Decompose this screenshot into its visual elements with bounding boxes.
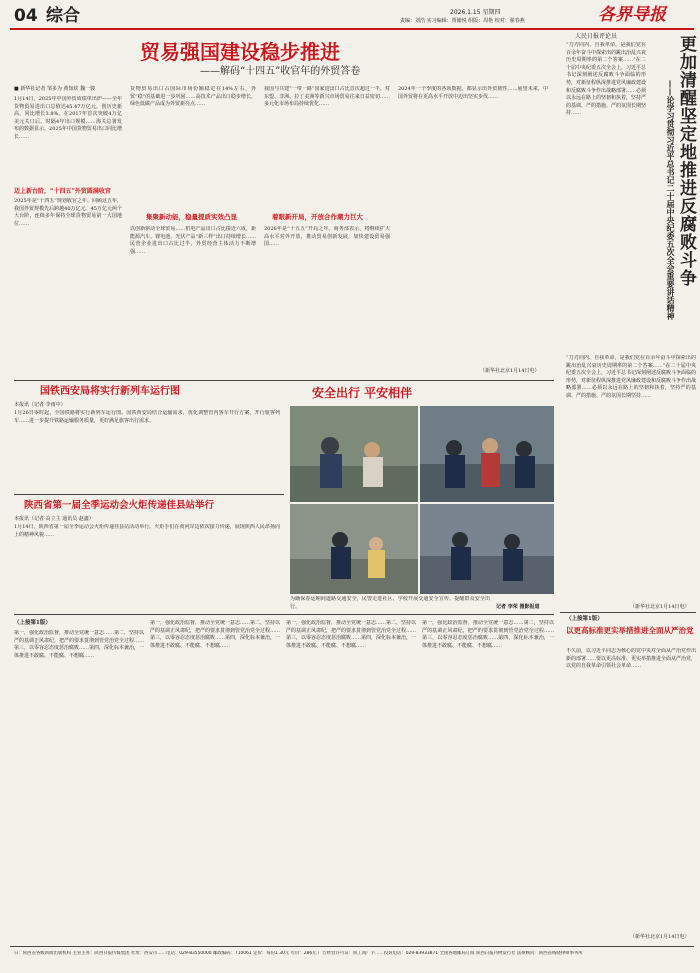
- bottom-right-kicker: （上接第1版）: [566, 616, 603, 622]
- lead-col3: 我国与共建“一带一路”国家进出口占比首次超过一半，对东盟、非洲、拉丁美洲等新兴市场贸易往来日益密切……多元化市场布局持续优化……: [264, 86, 390, 108]
- lead-subhead-1: 迈上新台阶，“十四五”外贸圆满收官: [14, 188, 111, 195]
- photo-top-right: [420, 406, 554, 502]
- issue-line: 责编：刘浩 实习编辑：贾储悦 组版：周艳 校对：翟春燕: [400, 18, 525, 24]
- photo-caption: 为确保春运期间道路交通安全，民警走进社区、学校开展交通安全宣传，提醒群众安全出行。: [290, 596, 490, 610]
- news1-title: 国铁西安局将实行新列车运行图: [40, 386, 180, 397]
- bottom-left-body-col4: 第一，强化政治监督，推动全党统一意志……第二，坚持以严的基调正风肃纪，把严的要求贯彻到管党治党全过程……第三，以零容忍态度惩治腐败……第四，深化标本兼治，一体推进不敢腐、不能腐、不想腐……: [422, 620, 554, 649]
- news2-title: 陕西省第一届全季运动会火炬传递佳县站举行: [24, 500, 215, 511]
- news2-top-rule: [14, 494, 284, 495]
- lead-col4: 2024年一个季度的各项数据，都显示出外贸韧性……展望未来，中国外贸将在更高水平开放中迈出坚实步伐……: [398, 86, 548, 100]
- bottom-left-body-col3: 第一，强化政治监督，推动全党统一意志……第二，坚持以严的基调正风肃纪，把严的要求贯彻到管党治党全过程……第三，以零容忍态度惩治腐败……第四，深化标本兼治，一体推进不敢腐、不能腐、不想腐……: [286, 620, 416, 649]
- photo-scene: [290, 406, 418, 502]
- editorial-source: （新华社北京1月14日电）: [630, 604, 690, 610]
- news1-body: 1月26日零时起，全国铁路将实行新列车运行图。国铁西安局结合运输需求，优化调整管内客车开行方案，开行旅客列车……进一步提升铁路运输服务质量，更好满足旅客出行需求。: [14, 410, 280, 424]
- photo-scene: [420, 406, 554, 502]
- footer-text: 日：陕西省各级新闻出版机构 主管主办：陕西日报传媒集团 社址：西安市……电话：029-83550000 邮政编码：710061 定价：每份1.30元 年价：286元 广告经营许可证：陕工商广字……投诉电话：029-83933871 全国各地邮局订阅 陕西日报刊物发行社 法律顾问：陕西省杨晓律师事务所: [14, 951, 583, 956]
- bottom-left-body-col2: 第一，强化政治监督，推动全党统一意志……第二，坚持以严的基调正风肃纪，把严的要求贯彻到管党治党全过程……第三，以零容忍态度惩治腐败……第四，深化标本兼治，一体推进不敢腐、不能腐、不想腐……: [150, 620, 280, 649]
- photo-credit: 记者 李荣 摄影报道: [496, 604, 540, 610]
- page-number: 04: [14, 6, 38, 26]
- photo-scene: [290, 504, 418, 594]
- page-section: 综合: [46, 6, 80, 26]
- editorial-body: “刀刃向内、自我革命，是我们党在百余年奋斗中探索出的跳出治乱兴衰历史周期率的第二个答案……”在二十届中央纪委五次全会上，习近平总书记深刻阐述反腐败斗争面临的形势，对新征程纵深推进党风廉政建设和反腐败斗争作出战略部署……必须以永远在路上的坚韧和执着，坚持严的基调、严的措施、严的氛围长期坚持……: [566, 42, 646, 117]
- photo-title: 安全出行 平安相伴: [312, 386, 413, 400]
- photo-bottom-right: [420, 504, 554, 594]
- news1-byline: 本报讯（记者 李雨中）: [14, 402, 66, 408]
- right-col-rule: [560, 612, 696, 613]
- lead-col2b: 以创新驱动全球贸易……机电产品出口占比接近六成，新能源汽车、锂电池、光伏产品“新三样”出口持续增长……民营企业进出口占比过半，外贸经营主体活力不断增强……: [130, 226, 256, 255]
- photo-bottom-left: [290, 504, 418, 594]
- news2-byline: 本报讯（记者 高立主 通讯员 赵鑫）: [14, 516, 94, 522]
- header-date: 2026.1.15 星期四: [450, 9, 501, 16]
- lead-source: （新华社北京1月14日电）: [480, 368, 540, 374]
- editorial-subtitle: ——论学习贯彻习近平总书记二十届中央纪委五次全会重要讲话精神: [666, 80, 675, 320]
- masthead: 各界导报: [598, 5, 666, 25]
- lead-subtitle: ——解码“十四五”收官年的外贸答卷: [200, 66, 361, 77]
- bottom-right-title: 以更高标准更实举措推进全面从严治党: [566, 626, 694, 635]
- lead-subhead-3: 着眼新开局，开放合作潮力巨大: [272, 213, 363, 221]
- photo-scene: [420, 504, 554, 594]
- bottom-right-source: （新华社北京1月14日电）: [630, 934, 690, 940]
- bottom-right-body: 不久前，以习近平同志为核心的党中央对全面从严治党作出新的部署……要以更高标准、更实举措推进全面从严治党，以党的自我革命引领社会革命……: [566, 648, 696, 670]
- news2-body: 1月14日，陕西省第一届全季运动会火炬传递佳县站活动举行。火炬手们在黄河岸边依次接力传递，展现陕西人民昂扬向上的精神风貌……: [14, 524, 280, 538]
- lead-col1: 1月14日，2025年中国外贸成绩单出炉——全年货物贸易进出口总值达45.47万亿元，创历史新高，同比增长3.8%。在2017年首次突破4万亿美元关口后，时隔4年出口规模……海关总署发布的数据显示，2025年中国货物贸易出口同比增长……: [14, 96, 122, 140]
- photo-top-left: [290, 406, 418, 502]
- editorial-body-lower: “刀刃向内、自我革命，是我们党在百余年奋斗中探索出的跳出治乱兴衰历史周期率的第二个答案……”在二十届中央纪委五次全会上，习近平总书记深刻阐述反腐败斗争面临的形势，对新征程纵深推进党风廉政建设和反腐败斗争作出战略部署……必须以永远在路上的坚韧和执着，坚持严的基调、严的措施、严的氛围长期坚持……: [566, 355, 696, 399]
- lead-title: 贸易强国建设稳步推进: [140, 40, 340, 64]
- header-rule: [10, 28, 694, 30]
- editorial-title: 更加清醒坚定地推进反腐败斗争: [676, 35, 696, 287]
- bottom-left-kicker: （上接第1版）: [14, 620, 51, 626]
- lead-col2: 货物贸易出口占国际市场份额稳定在14%左右，外贸“稳”的基础进一步巩固……高技术产品出口稳步增长，绿色低碳产品成为外贸新亮点……: [130, 86, 256, 108]
- lead-col3b: 2026年是“十五五”开局之年。商务部表示，将继续扩大高水平对外开放，推动贸易创新发展，加快建设贸易强国……: [264, 226, 390, 248]
- editorial-tag: 人民日报评论员: [575, 33, 618, 40]
- footer-rule: [10, 946, 694, 947]
- mid-rule: [14, 614, 554, 615]
- lead-bottom-rule: [14, 380, 554, 381]
- lead-byline: ■ 新华社记者 邹多为 黄知炫 魏一骏: [14, 86, 96, 92]
- bottom-left-body-col1: 第一，强化政治监督，推动全党统一意志……第二，坚持以严的基调正风肃纪，把严的要求贯彻到管党治党全过程……第三，以零容忍态度惩治腐败……第四，深化标本兼治，一体推进不敢腐、不能腐、不想腐……: [14, 630, 144, 659]
- lead-subhead-2: 集聚新动能，稳量提质实效凸显: [146, 213, 237, 221]
- lead-col1b: 2025年是“十四五”规划收官之年。回顾这五年，我国外贸规模先后跨越40万亿元、45万亿元两个大台阶，连续多年保持全球货物贸易第一大国地位……: [14, 198, 122, 227]
